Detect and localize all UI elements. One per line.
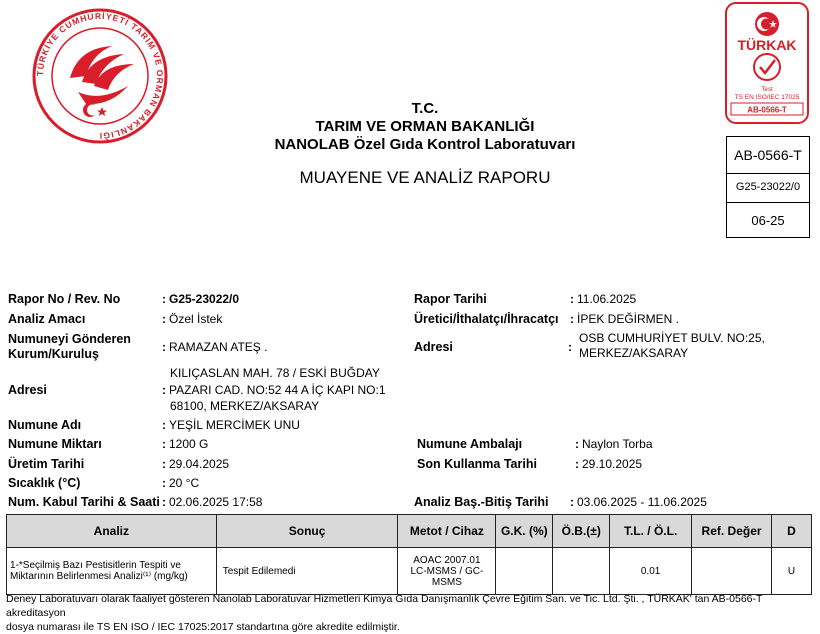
col-header-gk: G.K. (%) [496,515,553,548]
cell-d: U [772,548,812,595]
son-kullanma-value: : 29.10.2025 [575,457,643,471]
header-ministry: TARIM VE ORMAN BAKANLIĞI [315,118,535,135]
cell-metot: AOAC 2007.01 LC-MSMS / GC- MSMS [398,548,496,595]
footer-line-2: dosya numarası ile TS EN ISO / IEC 17025:2017 standartına göre akredite edilmiştir. [6,621,400,633]
rapor-no-value: : G25-23022/0 [162,292,240,306]
col-header-analiz: Analiz [7,515,217,548]
cell-ref [692,548,772,595]
gonderen-adres-line3: 68100, MERKEZ/AKSARAY [170,399,320,413]
uretici-adres-label: Adresi [414,340,453,354]
kabul-value: : 02.06.2025 17:58 [162,495,263,509]
id-box-report-no: G25-23022/0 [726,172,810,203]
cell-gk [496,548,553,595]
numune-ambalaji-label: Numune Ambalajı [417,437,523,451]
results-table [6,514,812,595]
rapor-tarihi-label: Rapor Tarihi [414,292,487,306]
ministry-seal-logo [30,6,170,146]
cell-sonuc: Tespit Edilemedi [216,548,398,595]
uretim-tarihi-label: Üretim Tarihi [8,457,85,471]
col-header-tl: T.L. / Ö.L. [610,515,692,548]
id-box-page-ref: 06-25 [726,203,810,238]
numune-ambalaji-value: : Naylon Torba [575,437,653,451]
gonderen-label: Numuneyi Gönderen Kurum/Kuruluş [8,332,131,361]
id-box-accreditation-code: AB-0566-T [726,136,810,174]
gonderen-adres-line1: KILIÇASLAN MAH. 78 / ESKİ BUĞDAY [170,366,380,380]
analiz-tarih-value: : 03.06.2025 - 11.06.2025 [570,495,707,509]
turkak-accreditation-logo [725,2,809,124]
gonderen-adres-line2: : PAZARI CAD. NO:52 44 A İÇ KAPI NO:1 [162,383,386,397]
header-tc: T.C. [411,100,439,117]
uretici-label: Üretici/İthalatçı/İhracatçı [414,312,559,326]
col-header-metot: Metot / Cihaz [398,515,496,548]
rapor-tarihi-value: : 11.06.2025 [570,292,637,306]
col-header-ref: Ref. Değer [692,515,772,548]
kabul-label: Num. Kabul Tarihi & Saati [8,495,160,509]
turkak-test-label: Test [761,87,773,93]
numune-adi-value: : YEŞİL MERCİMEK UNU [162,418,300,432]
numune-miktari-value: : 1200 G [162,437,209,451]
uretici-adres-colon: : [568,340,572,354]
gonderen-adres-label: Adresi [8,383,47,397]
rapor-no-label: Rapor No / Rev. No [8,292,121,306]
sicaklik-label: Sıcaklık (°C) [8,476,81,490]
table-header-row [7,515,812,548]
col-header-sonuc: Sonuç [216,515,398,548]
sicaklik-value: : 20 °C [162,476,200,490]
cell-tl: 0.01 [610,548,692,595]
table-row [7,548,812,595]
cell-analiz: 1-*Seçilmiş Bazı Pestisitlerin Tespiti ve Miktarının Belirlenmesi Analizi⁽¹⁾ (mg/kg) [7,548,217,595]
accreditation-footer [6,592,818,634]
analiz-amaci-value: : Özel İstek [162,312,223,326]
uretici-adres-value: OSB CUMHURİYET BULV. NO:25, MERKEZ/AKSARAY [579,331,765,360]
numune-miktari-label: Numune Miktarı [8,437,102,451]
col-header-ob: Ö.B.(±) [553,515,610,548]
son-kullanma-label: Son Kullanma Tarihi [417,457,537,471]
cell-ob [553,548,610,595]
turkak-code: AB-0566-T [747,105,787,115]
report-title: MUAYENE VE ANALİZ RAPORU [299,168,551,187]
turkak-logo-text: TÜRKAK [737,37,797,53]
turkak-standard: TS EN ISO/IEC 17025 [734,94,800,101]
uretim-tarihi-value: : 29.04.2025 [162,457,230,471]
numune-adi-label: Numune Adı [8,418,82,432]
uretici-value: : İPEK DEĞİRMEN . [570,312,680,326]
header-lab-name: NANOLAB Özel Gıda Kontrol Laboratuvarı [274,136,576,153]
analiz-tarih-label: Analiz Baş.-Bitiş Tarihi [414,495,549,509]
col-header-d: D [772,515,812,548]
seal-text: TÜRKİYE CUMHURİYETİ TARIM VE ORMAN BAKANLIĞI [34,10,166,142]
gonderen-value: : RAMAZAN ATEŞ . [162,340,268,354]
analiz-amaci-label: Analiz Amacı [8,312,86,326]
footer-line-1: Deney Laboratuvarı olarak faaliyet gösteren Nanolab Laboratuvar Hizmetleri Kimya Gıda Danışmanlık Çevre Eğitim San. ve Tic. Ltd. Şti. , TÜRKAK' tan AB-0566-T akreditasyon [6,593,763,619]
